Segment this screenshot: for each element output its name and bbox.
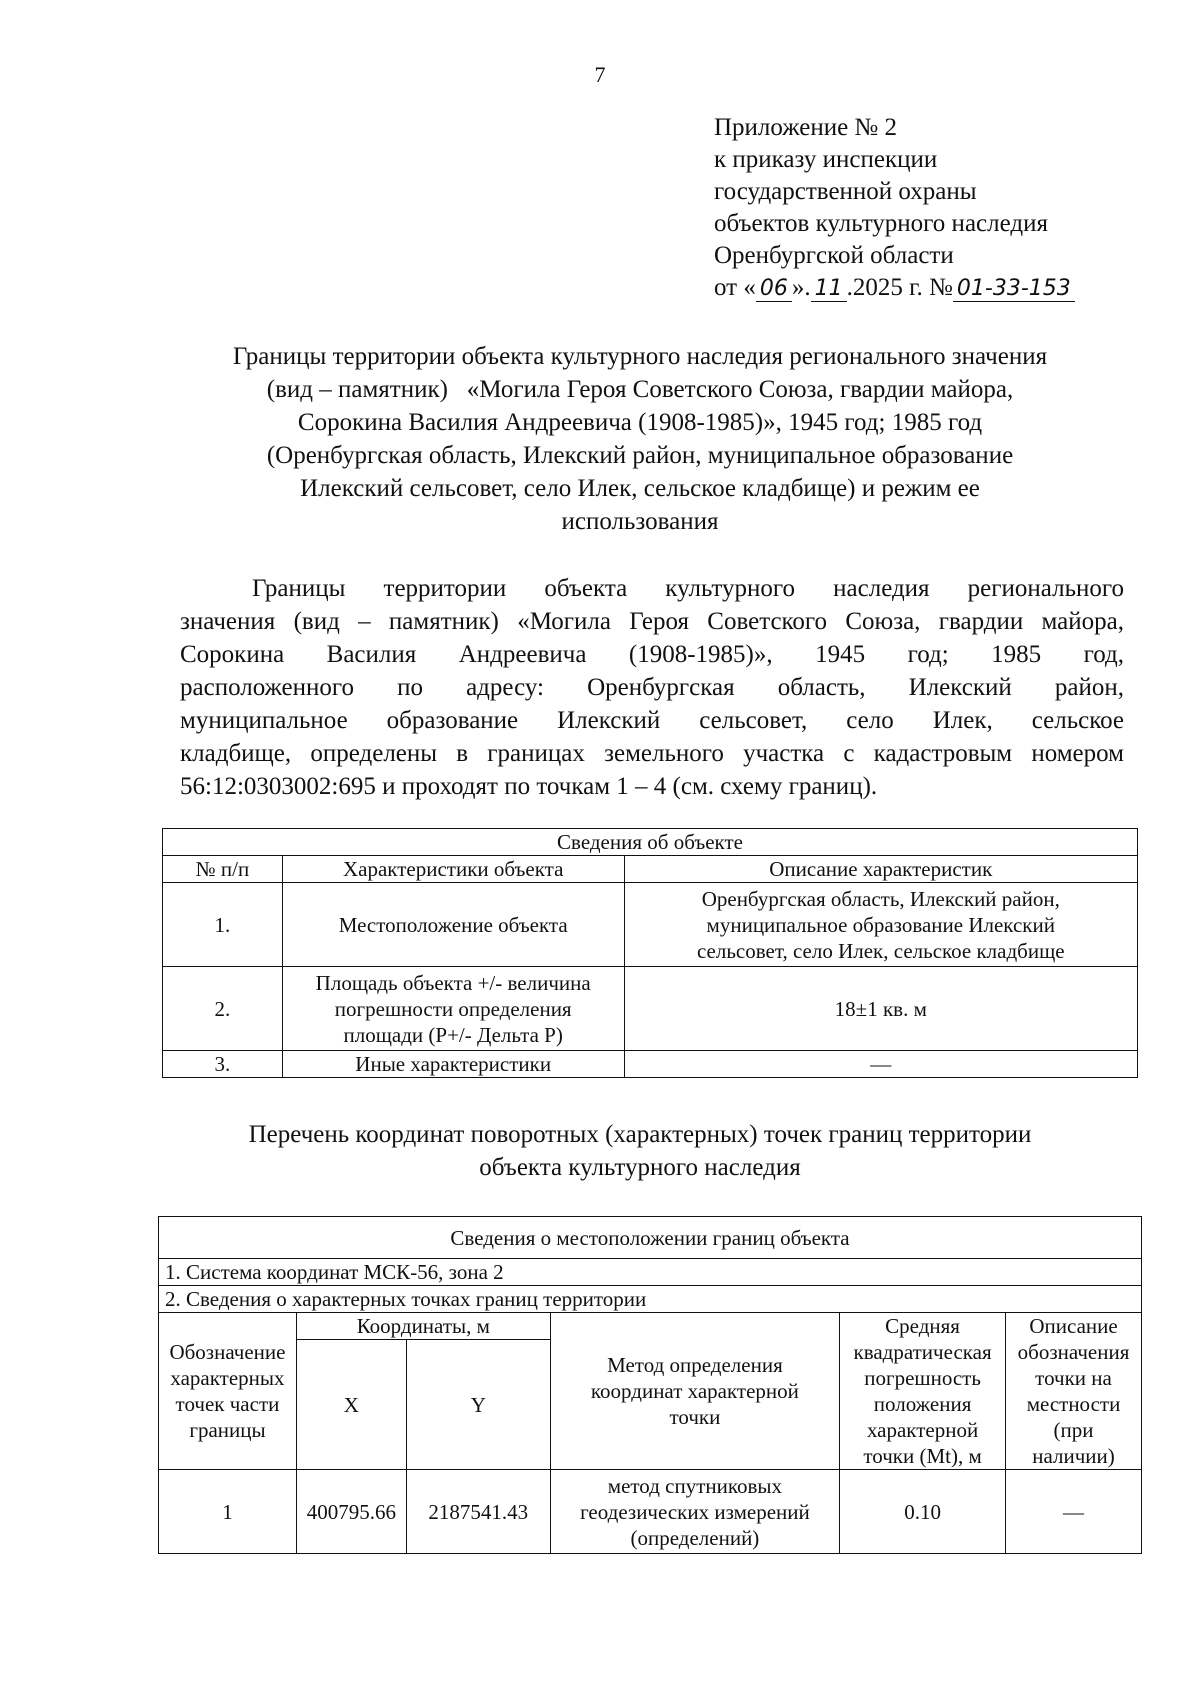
document-title	[160, 340, 1120, 538]
date-month: 11	[811, 276, 847, 302]
point-method	[550, 1470, 839, 1554]
header-line: границы	[189, 1418, 266, 1442]
name-line: Площадь объекта +/- величина	[315, 970, 591, 995]
header-line: Обозначение	[169, 1340, 286, 1364]
desc-line: Оренбургская область, Илекский район,	[701, 886, 1060, 911]
header-line: Описание	[1029, 1314, 1118, 1338]
appendix-line: Приложение № 2	[714, 114, 898, 141]
coordinates-table	[158, 1216, 1142, 1554]
coordinate-system-row	[159, 1259, 1142, 1286]
body-line: расположенного по адресу: Оренбургская область, Илекский район,	[180, 674, 1124, 701]
header-line: характерных	[170, 1366, 285, 1390]
column-header-description	[1006, 1313, 1142, 1470]
appendix-line: объектов культурного наследия	[714, 210, 1048, 237]
header-line: точки	[669, 1405, 721, 1429]
row-number: 3.	[163, 1051, 283, 1078]
name-line: площади (Р+/- Дельта Р)	[343, 1022, 563, 1047]
point-x: 400795.66	[296, 1470, 406, 1554]
date-sep: ».	[791, 274, 811, 301]
appendix-line: к приказу инспекции	[714, 146, 938, 173]
column-header-point	[159, 1313, 297, 1470]
appendix-block	[714, 112, 1075, 305]
title-line: Сорокина Василия Андреевича (1908-1985)», 1945 год; 1985 год	[297, 409, 983, 436]
row-description: —	[624, 1051, 1137, 1078]
body-line: кладбище, определены в границах земельного участка с кадастровым номером	[180, 740, 1124, 767]
body-line: Сорокина Василия Андреевича (1908-1985)», 1945 год; 1985 год,	[180, 641, 1124, 668]
header-line: Метод определения	[607, 1353, 783, 1377]
table-row	[159, 1470, 1142, 1554]
column-header: Характеристики объекта	[282, 856, 624, 883]
columns-row	[159, 1313, 1142, 1340]
title-line: Илекский сельсовет, село Илек, сельское кладбище) и режим ее	[300, 475, 980, 502]
body-line: значения (вид – памятник) «Могила Героя Советского Союза, гвардии майора,	[180, 608, 1124, 635]
title-line: (вид – памятник) «Могила Героя Советского Союза, гвардии майора,	[266, 376, 1014, 403]
header-line: точки (Mt), м	[863, 1444, 982, 1468]
header-line: точек части	[175, 1392, 280, 1416]
header-line: квадратическая	[853, 1340, 992, 1364]
title-line: Границы территории объекта культурного наследия регионального значения	[232, 343, 1048, 370]
page-number: 7	[594, 62, 606, 87]
header-line: погрешность	[864, 1366, 981, 1390]
point-label: 1	[159, 1470, 297, 1554]
table-row	[163, 1051, 1138, 1078]
body-line: 56:12:0303002:695 и проходят по точкам 1 – 4 (см. схему границ).	[180, 773, 878, 800]
row-number: 1.	[163, 883, 283, 967]
header-line: местности	[1026, 1392, 1121, 1416]
date-prefix: от «	[714, 274, 756, 301]
points-title-row	[159, 1286, 1142, 1313]
header-line: точки на	[1035, 1366, 1112, 1390]
title-line: использования	[561, 508, 719, 535]
row-name: Местоположение объекта	[282, 883, 624, 967]
body-line: муниципальное образование Илекский сельсовет, село Илек, сельское	[180, 707, 1124, 734]
table-row	[163, 883, 1138, 967]
date-day: 06	[756, 276, 792, 302]
appendix-line: Оренбургской области	[714, 242, 954, 269]
header-line: положения	[873, 1392, 972, 1416]
title-line: (Оренбургская область, Илекский район, муниципальное образование	[266, 442, 1014, 469]
table-title: Сведения об объекте	[163, 829, 1138, 856]
point-description: —	[1006, 1470, 1142, 1554]
body-line: Границы территории объекта культурного наследия регионального	[252, 575, 1124, 602]
row-description: 18±1 кв. м	[624, 967, 1137, 1051]
section-title-line: Перечень координат поворотных (характерных) точек границ территории	[248, 1121, 1032, 1148]
method-line: метод спутниковых	[607, 1473, 783, 1498]
row-description	[624, 883, 1137, 967]
column-header-x: X	[296, 1340, 406, 1470]
points-title: 2. Сведения о характерных точках границ территории	[159, 1286, 1142, 1313]
header-line: обозначения	[1017, 1340, 1130, 1364]
row-name	[282, 967, 624, 1051]
date-year: .2025 г. №	[846, 274, 953, 301]
name-line: погрешности определения	[334, 996, 572, 1021]
table-columns-row	[163, 856, 1138, 883]
method-line: геодезических измерений	[580, 1499, 810, 1524]
desc-line: муниципальное образование Илекский	[706, 912, 1055, 937]
column-header: Описание характеристик	[624, 856, 1137, 883]
table-header-row	[163, 829, 1138, 856]
point-error: 0.10	[840, 1470, 1006, 1554]
order-number: 01-33-153	[953, 276, 1075, 302]
desc-line: сельсовет, село Илек, сельское кладбище	[696, 938, 1065, 963]
section-title	[140, 1118, 1140, 1184]
section-title-line: объекта культурного наследия	[479, 1154, 801, 1181]
appendix-line: государственной охраны	[714, 178, 977, 205]
method-line: (определений)	[630, 1525, 760, 1550]
table-title: Сведения о местоположении границ объекта	[159, 1217, 1142, 1259]
object-info-table	[162, 828, 1138, 1078]
column-header-y: Y	[406, 1340, 550, 1470]
column-header-method	[550, 1313, 839, 1470]
header-line: наличии)	[1032, 1444, 1115, 1468]
coordinate-system: 1. Система координат МСК-56, зона 2	[159, 1259, 1142, 1286]
appendix-date-line	[714, 272, 1075, 305]
row-name: Иные характеристики	[282, 1051, 624, 1078]
header-line: (при	[1053, 1418, 1094, 1442]
header-line: координат характерной	[590, 1379, 799, 1403]
row-number: 2.	[163, 967, 283, 1051]
table-header-row	[159, 1217, 1142, 1259]
header-line: характерной	[866, 1418, 979, 1442]
column-header-coords: Координаты, м	[296, 1313, 550, 1340]
header-line: Средняя	[885, 1314, 960, 1338]
point-y: 2187541.43	[406, 1470, 550, 1554]
body-paragraph	[180, 572, 1124, 803]
column-header: № п/п	[163, 856, 283, 883]
table-row	[163, 967, 1138, 1051]
column-header-error	[840, 1313, 1006, 1470]
